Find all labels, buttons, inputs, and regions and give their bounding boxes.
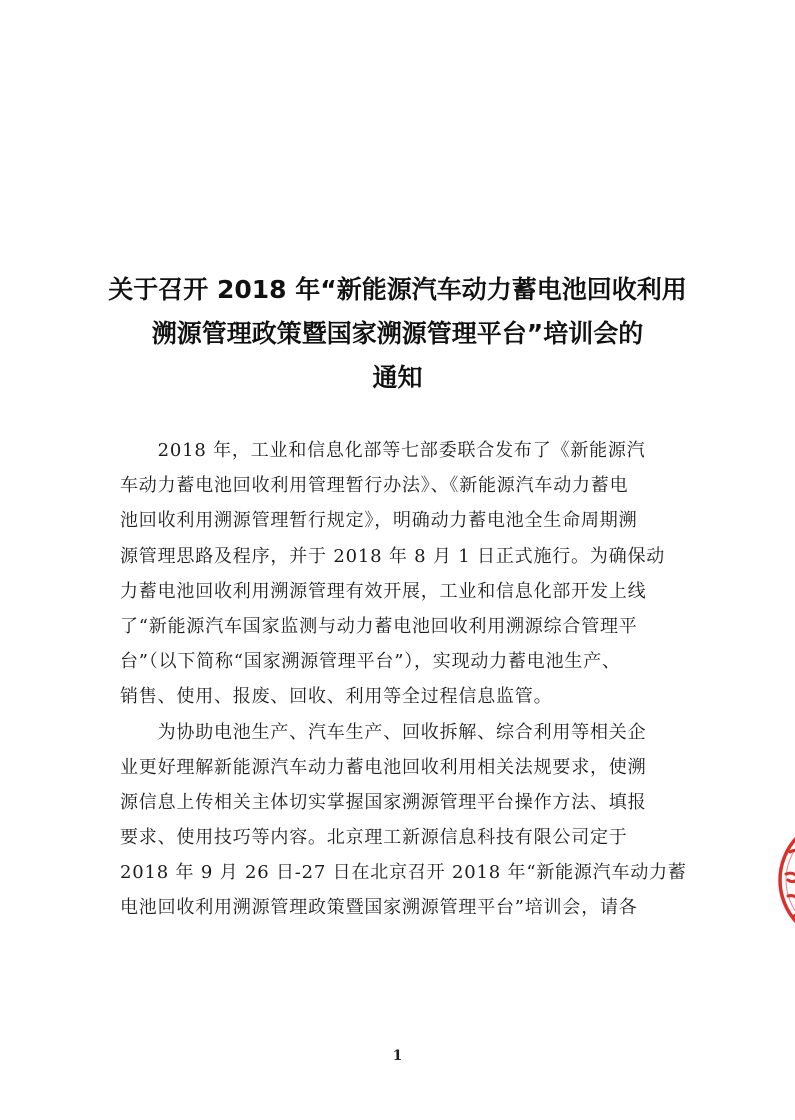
body-line: 电池回收利用溯源管理政策暨国家溯源管理平台”培训会，请各 xyxy=(120,897,638,919)
body-line: 为协助电池生产、汽车生产、回收拆解、综合利用等相关企 xyxy=(120,721,647,743)
document-title xyxy=(60,268,735,400)
document-body xyxy=(120,433,687,926)
title-line-2: 溯源管理政策暨国家溯源管理平台”培训会的 xyxy=(151,319,644,348)
body-line: 了“新能源汽车国家监测与动力蓄电池回收利用溯源综合管理平 xyxy=(120,615,638,637)
body-line: 力蓄电池回收利用溯源管理有效开展，工业和信息化部开发上线 xyxy=(120,580,647,602)
title-line-3: 通知 xyxy=(372,363,423,392)
body-line: 2018 年，工业和信息化部等七部委联合发布了《新能源汽 xyxy=(120,440,646,461)
body-line: 源管理思路及程序，并于 2018 年 8 月 1 日正式施行。为确保动 xyxy=(120,545,666,567)
body-line: 台”（以下简称“国家溯源管理平台”），实现动力蓄电池生产、 xyxy=(120,651,621,673)
title-line-1: 关于召开 2018 年“新能源汽车动力蓄电池回收利用 xyxy=(108,275,687,304)
body-line: 车动力蓄电池回收利用管理暂行办法》、《新能源汽车动力蓄电 xyxy=(120,475,629,497)
body-line: 池回收利用溯源管理暂行规定》，明确动力蓄电池全生命周期溯 xyxy=(120,510,638,532)
body-line: 要求、使用技巧等内容。北京理工新源信息科技有限公司定于 xyxy=(120,827,628,849)
page-number: 1 xyxy=(392,1048,403,1064)
body-line: 2018 年 9 月 26 日-27 日在北京召开 2018 年“新能源汽车动力蓄 xyxy=(120,862,687,884)
body-line: 销售、使用、报废、回收、利用等全过程信息监管。 xyxy=(120,686,553,708)
official-seal-stamp xyxy=(770,812,795,952)
body-line: 源信息上传相关主体切实掌握国家溯源管理平台操作方法、填报 xyxy=(120,791,647,813)
body-line: 业更好理解新能源汽车动力蓄电池回收利用相关法规要求，使溯 xyxy=(120,756,647,778)
